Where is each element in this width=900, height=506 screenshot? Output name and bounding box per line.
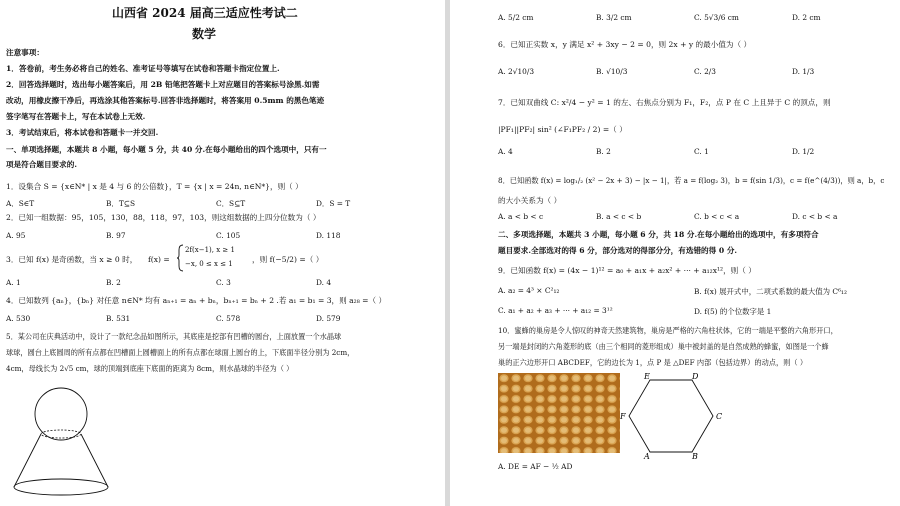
q5-option-c: C. 5√3/6 cm bbox=[694, 13, 739, 22]
q8-option-d: D. c < b < a bbox=[792, 212, 838, 221]
q9-option-b: B. f(x) 展开式中，二项式系数的最大值为 C⁶₁₂ bbox=[694, 287, 847, 296]
question-4-stem: 4．已知数列 {aₙ}，{bₙ} 对任意 n∈N* 均有 aₙ₊₁ = aₙ + bₙ，bₙ₊₁ = bₙ + 2 .若 a₁ = b₁ = 3，则 a₂₈ =（ ） bbox=[6, 296, 387, 305]
q1-option-d: D．S = T bbox=[316, 199, 351, 208]
q3-tail: ，则 f(−5/2) =（ ） bbox=[252, 255, 324, 264]
hexagon-abcdef bbox=[629, 380, 713, 452]
q7-option-a: A. 4 bbox=[498, 147, 513, 156]
brace-icon bbox=[176, 244, 184, 272]
q9-option-d: D. f(5) 的个位数字是 1 bbox=[694, 307, 772, 316]
frustum-base bbox=[14, 479, 108, 495]
hex-label-e: E bbox=[644, 372, 650, 381]
exam-title: 山西省 2024 届高三适应性考试二 bbox=[112, 6, 298, 20]
question-2-stem: 2．已知一组数据：95，105，130，88，118，97，103，则这组数据的上四分位数为（ ） bbox=[6, 213, 321, 222]
q2-option-c: C. 105 bbox=[216, 231, 241, 240]
q4-option-b: B. 531 bbox=[106, 314, 131, 323]
subject-title: 数学 bbox=[192, 27, 217, 41]
frustum-side-right bbox=[81, 434, 108, 487]
question-8-stem: 8．已知函数 f(x) = log₁/₂ (x² − 2x + 3) − |x − 1|，若 a = f(log₂ 3)，b = f(sin 1/3)，c = f(e^(4/3))，则 a，b，c bbox=[498, 176, 885, 185]
q7-option-d: D. 1/2 bbox=[792, 147, 815, 156]
q3-piece-1: 2f(x−1), x ≥ 1 bbox=[185, 246, 235, 254]
q4-option-d: D. 579 bbox=[316, 314, 341, 323]
hexagon-figure bbox=[620, 372, 730, 460]
q9-option-c: C. a₁ + a₂ + a₃ + ··· + a₁₂ = 3¹² bbox=[498, 306, 613, 315]
right-page bbox=[450, 0, 900, 506]
q5-option-b: B. 3/2 cm bbox=[596, 13, 632, 22]
q6-option-d: D. 1/3 bbox=[792, 67, 815, 76]
note-line: 3．考试结束后，将本试卷和答题卡一并交回. bbox=[6, 128, 159, 137]
note-line: 改动，用橡皮擦干净后，再选涂其他答案标号.回答非选择题时，将答案用 0.5mm 的黑色笔迹 bbox=[6, 96, 325, 105]
crystal-ball-figure bbox=[6, 384, 116, 506]
question-7-stem-cont: |PF₁||PF₂| sin² (∠F₁PF₂ / 2) =（ ） bbox=[498, 125, 627, 134]
note-line: 2．回答选择题时，选出每小题答案后，用 2B 铅笔把答题卡上对应题目的答案标号涂黑.如需 bbox=[6, 80, 320, 89]
q10-option-a: A. DE = AF − ½ AD bbox=[498, 462, 573, 471]
q3-option-b: B. 2 bbox=[106, 278, 121, 287]
question-6-stem: 6．已知正实数 x，y 满足 x² + 3xy − 2 = 0，则 2x + y 的最小值为（ ） bbox=[498, 40, 752, 49]
q7-option-b: B. 2 bbox=[596, 147, 611, 156]
frustum-top-rim bbox=[41, 430, 81, 438]
hex-label-a: A bbox=[644, 452, 650, 460]
q5-option-a: A. 5/2 cm bbox=[498, 13, 534, 22]
question-5-line: 球球，圆台上底圆周的所有点都在凹槽面上圆槽面上的所有点都在球面上圆台的上，下底面半径分别为 2cm， bbox=[6, 348, 355, 357]
note-line: 签字笔写在答题卡上，写在本试卷上无效. bbox=[6, 112, 146, 121]
hex-label-c: C bbox=[716, 412, 723, 421]
hex-label-f: F bbox=[620, 412, 626, 421]
note-line: 1．答卷前，考生务必将自己的姓名、准考证号等填写在试卷和答题卡指定位置上. bbox=[6, 64, 280, 73]
question-9-stem: 9．已知函数 f(x) = (4x − 1)¹² = a₀ + a₁x + a₂x² + ··· + a₁₂x¹²，则（ ） bbox=[498, 266, 756, 275]
left-page bbox=[0, 0, 445, 506]
q3-piece-2: −x, 0 ≤ x ≤ 1 bbox=[185, 260, 233, 268]
q8-option-b: B. a < c < b bbox=[596, 212, 642, 221]
honeycomb-photo bbox=[498, 373, 620, 453]
question-5-line: 5．某公司在庆典活动中，设计了一款纪念品如图所示，其底座是挖部有凹槽的圆台，上面放置一个水晶球 bbox=[6, 332, 342, 341]
q3-option-a: A. 1 bbox=[6, 278, 21, 287]
section1-heading-cont: 项是符合题目要求的. bbox=[6, 160, 77, 169]
frustum-side-left bbox=[14, 434, 41, 487]
question-10-line: 10．蜜蜂的巢房是令人惊叹的神奇天然建筑物，巢房是严格的六角柱状体，它的一端是平整的六角形开口， bbox=[498, 326, 838, 335]
hex-label-d: D bbox=[692, 372, 699, 381]
q5-option-d: D. 2 cm bbox=[792, 13, 821, 22]
q4-option-c: C. 578 bbox=[216, 314, 241, 323]
question-10-line: 另一端是封闭的六角菱形的底（由三个相同的菱形组成）巢中被封盖的是自然成熟的蜂蜜，如图是一个蜂 bbox=[498, 342, 829, 351]
question-7-stem: 7．已知双曲线 C: x²/4 − y² = 1 的左、右焦点分别为 F₁，F₂，点 P 在 C 上且异于 C 的顶点，则 bbox=[498, 98, 831, 107]
q3-option-c: C. 3 bbox=[216, 278, 231, 287]
q7-option-c: C. 1 bbox=[694, 147, 709, 156]
notes-heading: 注意事项： bbox=[6, 48, 44, 57]
q6-option-a: A. 2√10/3 bbox=[498, 67, 535, 76]
question-10-line: 巢的正六边形开口 ABCDEF，它的边长为 1，点 P 是 △DEF 内部（包括边界）的动点，则（ ） bbox=[498, 358, 808, 367]
question-1-stem: 1．设集合 S = {x∈N* | x 是 4 与 6 的公倍数}，T = {x | x = 24n, n∈N*}，则（ ） bbox=[6, 182, 303, 191]
section1-heading: 一、单项选择题，本题共 8 小题，每小题 5 分，共 40 分.在每小题给出的四个选项中，只有一 bbox=[6, 145, 327, 154]
q3-piecewise-lhs: f(x) = bbox=[148, 255, 170, 264]
q1-option-c: C．S⊆T bbox=[216, 199, 246, 208]
q1-option-b: B．T⊆S bbox=[106, 199, 136, 208]
q2-option-b: B. 97 bbox=[106, 231, 126, 240]
q8-option-c: C. b < c < a bbox=[694, 212, 740, 221]
q4-option-a: A. 530 bbox=[6, 314, 31, 323]
q3-option-d: D. 4 bbox=[316, 278, 332, 287]
question-3-stem: 3．已知 f(x) 是奇函数，当 x ≥ 0 时， bbox=[6, 255, 138, 264]
q8-option-a: A. a < b < c bbox=[498, 212, 544, 221]
q6-option-b: B. √10/3 bbox=[596, 67, 628, 76]
q6-option-c: C. 2/3 bbox=[694, 67, 716, 76]
hex-label-b: B bbox=[692, 452, 698, 460]
question-8-stem-cont: 的大小关系为（ ） bbox=[498, 196, 562, 205]
section2-heading: 二、多项选择题，本题共 3 小题，每小题 6 分，共 18 分.在每小题给出的选项中，有多项符合 bbox=[498, 230, 819, 239]
q9-option-a: A. a₂ = 4³ × C²₁₂ bbox=[498, 286, 560, 295]
q2-option-d: D. 118 bbox=[316, 231, 341, 240]
section2-heading-cont: 题目要求.全部选对的得 6 分，部分选对的得部分分，有选错的得 0 分. bbox=[498, 246, 738, 255]
question-5-line: 4cm，母线长为 2√5 cm，球的顶端到底座下底面的距离为 8cm，则水晶球的半径为（ ） bbox=[6, 364, 294, 373]
q2-option-a: A. 95 bbox=[6, 231, 26, 240]
q1-option-a: A．S∈T bbox=[6, 199, 35, 208]
